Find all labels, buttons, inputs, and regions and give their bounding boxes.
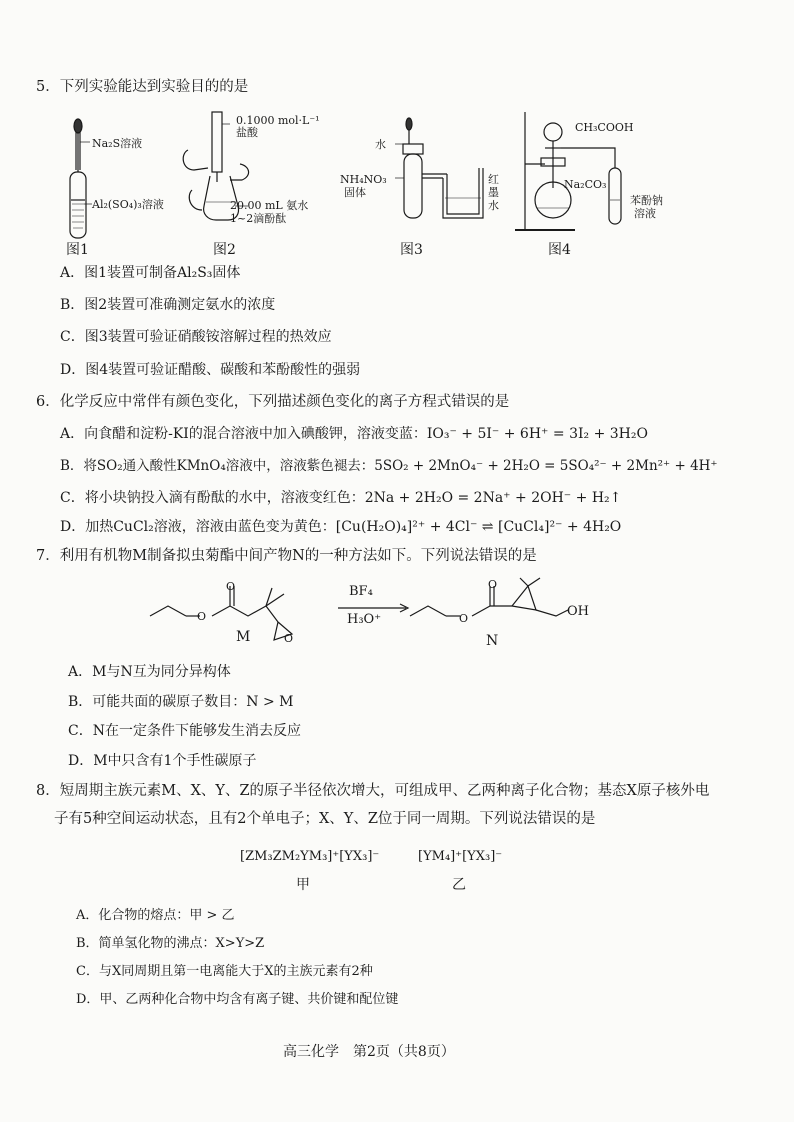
q8-stem-line-2: 子有5种空间运动状态，且有2个单电子；X、Y、Z位于同一周期。下列说法错误的是	[54, 811, 596, 827]
q6-option-a: A．向食醋和淀粉-KI的混合溶液中加入碘酸钾，溶液变蓝：IO₃⁻ + 5I⁻ + 6H⁺ = 3I₂ + 3H₂O	[60, 426, 648, 442]
figure-2-acid-label: 盐酸	[236, 126, 258, 139]
figure-2-base-label: 20.00 mL 氨水	[230, 199, 309, 212]
page-footer: 高三化学 第2页（共8页）	[283, 1044, 455, 1060]
figure-4-carbonate-label: Na₂CO₃	[564, 178, 607, 191]
q7-stem: 7．利用有机物M制备拟虫菊酯中间产物N的一种方法如下。下列说法错误的是	[36, 548, 537, 564]
compound-b-formula: [YM₄]⁺[YX₃]⁻	[418, 849, 503, 864]
figure-3-water-label: 水	[375, 138, 386, 151]
molecule-n-ester-oxygen: O	[459, 612, 469, 625]
figure-2-indicator-label: 1~2滴酚酞	[230, 212, 287, 225]
molecule-n-label: N	[486, 633, 499, 649]
q7-option-b: B．可能共面的碳原子数目：N > M	[68, 694, 294, 710]
q5-option-a: A．图1装置可制备Al₂S₃固体	[60, 265, 241, 281]
figure-3-ink-label-1: 红	[488, 173, 499, 186]
q8-option-b: B．简单氢化物的沸点：X>Y>Z	[76, 936, 265, 951]
figure-1-tube-label: Al₂(SO₄)₃溶液	[92, 198, 164, 211]
molecule-n-carbonyl-oxygen: O	[488, 578, 498, 591]
figure-3-ink-label-3: 水	[488, 199, 499, 212]
q8-stem-line-1: 8．短周期主族元素M、X、Y、Z的原子半径依次增大，可组成甲、乙两种离子化合物；基态X原子核外电	[36, 783, 710, 799]
figure-4-acid-label: CH₃COOH	[575, 121, 634, 134]
q8-option-d: D．甲、乙两种化合物中均含有离子键、共价键和配位键	[76, 992, 399, 1007]
reagent-top: BF₄	[349, 584, 373, 599]
q7-option-c: C．N在一定条件下能够发生消去反应	[68, 723, 301, 739]
figure-1-dropper-label: Na₂S溶液	[92, 137, 143, 150]
q6-option-b: B．将SO₂通入酸性KMnO₄溶液中，溶液紫色褪去：5SO₂ + 2MnO₄⁻ + 2H₂O = 5SO₄²⁻ + 2Mn²⁺ + 4H⁺	[60, 458, 718, 474]
q8-option-a: A．化合物的熔点：甲 > 乙	[76, 908, 235, 923]
q5-option-d: D．图4装置可验证醋酸、碳酸和苯酚酸性的强弱	[60, 362, 361, 378]
figure-3-caption: 图3	[400, 242, 423, 258]
compound-b-name: 乙	[452, 877, 466, 893]
q6-option-c: C．将小块钠投入滴有酚酞的水中，溶液变红色：2Na + 2H₂O = 2Na⁺ + 2OH⁻ + H₂↑	[60, 490, 622, 506]
figure-3-ink-label-2: 墨	[488, 186, 499, 199]
q5-option-b: B．图2装置可准确测定氨水的浓度	[60, 297, 276, 313]
q6-stem: 6．化学反应中常伴有颜色变化，下列描述颜色变化的离子方程式错误的是	[36, 394, 510, 410]
figure-4-phenolate-label-1: 苯酚钠	[630, 194, 663, 207]
figure-2-acid-conc-label: 0.1000 mol·L⁻¹	[236, 114, 320, 127]
figure-4-caption: 图4	[548, 242, 571, 258]
molecule-m-epoxide-oxygen: O	[284, 632, 294, 645]
figure-1-caption: 图1	[66, 242, 89, 258]
molecule-m-carbonyl-oxygen-1: O	[226, 580, 236, 593]
figure-4-phenolate-label-2: 溶液	[634, 207, 656, 220]
figure-1-apparatus	[60, 112, 180, 242]
figure-2-caption: 图2	[213, 242, 236, 258]
molecule-n-hydroxyl: OH	[567, 604, 589, 619]
figure-3-solid-label-2: 固体	[344, 186, 366, 199]
molecule-m-label: M	[236, 629, 251, 645]
q5-stem: 5．下列实验能达到实验目的的是	[36, 79, 249, 95]
figure-3-solid-label-1: NH₄NO₃	[340, 173, 387, 186]
compound-a-formula: [ZM₃ZM₂YM₃]⁺[YX₃]⁻	[240, 849, 380, 864]
molecule-m-ester-oxygen-1: O	[197, 610, 207, 623]
q8-option-c: C．与X同周期且第一电离能大于X的主族元素有2种	[76, 964, 373, 979]
q6-option-d: D．加热CuCl₂溶液，溶液由蓝色变为黄色：[Cu(H₂O)₄]²⁺ + 4Cl⁻ ⇌ [CuCl₄]²⁻ + 4H₂O	[60, 519, 622, 535]
q5-option-c: C．图3装置可验证硝酸铵溶解过程的热效应	[60, 329, 332, 345]
q7-option-d: D．M中只含有1个手性碳原子	[68, 753, 257, 769]
compound-a-name: 甲	[296, 877, 310, 893]
reagent-bottom: H₃O⁺	[347, 612, 382, 627]
q7-option-a: A．M与N互为同分异构体	[68, 664, 231, 680]
